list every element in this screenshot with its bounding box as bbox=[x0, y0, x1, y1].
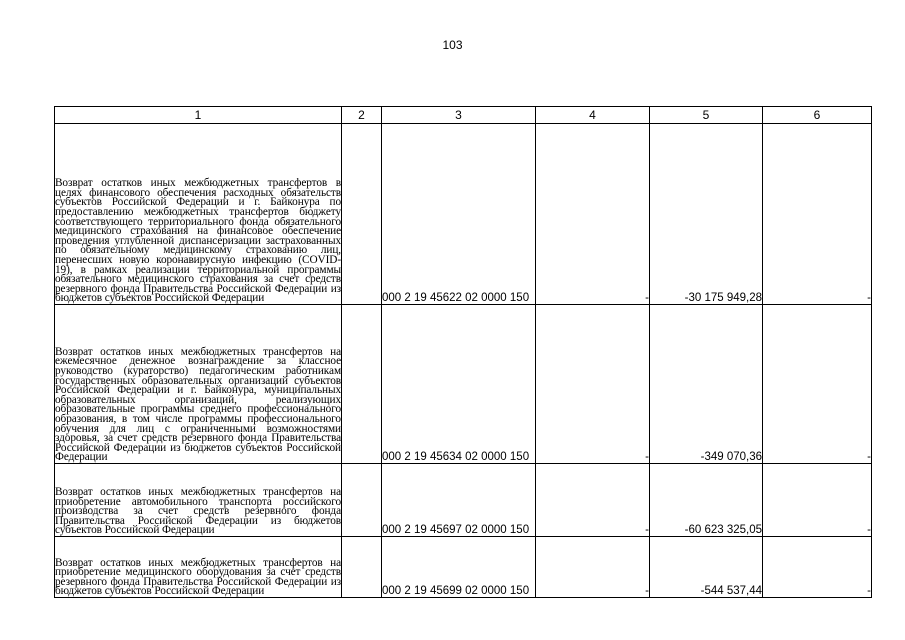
table-row bbox=[55, 537, 872, 598]
row-col4: - bbox=[536, 305, 650, 464]
row-description: Возврат остатков иных межбюджетных трансфертов в целях финансового обеспечения расходных обязательств субъектов Российской Федерации и г. Байконура по предоставлению межбюджетных трансфертов бюджету соответствующего территориального фонда обязательного медицинского страхования на финансовое обеспечение проведения углубленной диспансеризации застрахованных по обязательному медицинскому страхованию лиц, перенесших новую коронавирусную инфекцию (COVID-19), в рамках реализации территориальной программы обязательного медицинского страхования за счет средств резервного фонда Правительства Российской Федерации из бюджетов субъектов Российской Федерации bbox=[55, 124, 342, 305]
header-col-3: 3 bbox=[382, 107, 536, 124]
table-row bbox=[55, 305, 872, 464]
row-budget-code: 000 2 19 45622 02 0000 150 bbox=[382, 124, 536, 305]
row-budget-code: 000 2 19 45699 02 0000 150 bbox=[382, 537, 536, 598]
header-col-6: 6 bbox=[763, 107, 872, 124]
header-col-5: 5 bbox=[650, 107, 763, 124]
row-description: Возврат остатков иных межбюджетных трансфертов на приобретение медицинского оборудования за счет средств резервного фонда Правительства Российской Федерации из бюджетов субъектов Российской Федерации bbox=[55, 537, 342, 598]
row-budget-code: 000 2 19 45634 02 0000 150 bbox=[382, 305, 536, 464]
row-col4: - bbox=[536, 537, 650, 598]
row-amount: -30 175 949,28 bbox=[650, 124, 763, 305]
row-col6: - bbox=[763, 305, 872, 464]
row-budget-code: 000 2 19 45697 02 0000 150 bbox=[382, 464, 536, 537]
row-col4: - bbox=[536, 464, 650, 537]
row-col6: - bbox=[763, 537, 872, 598]
row-col6: - bbox=[763, 464, 872, 537]
page-number: 103 bbox=[442, 38, 463, 52]
row-description: Возврат остатков иных межбюджетных трансфертов на ежемесячное денежное вознаграждение за классное руководство (кураторство) педагогическим работникам государственных образовательных организаций субъектов Российской Федерации и г. Байконура, муниципальных образовательных организаций, реализующих образовательные программы среднего профессионального образования, в том числе программы профессионального обучения для лиц с ограниченными возможностями здоровья, за счет средств резервного фонда Правительства Российской Федерации из бюджетов субъектов Российской Федерации bbox=[55, 305, 342, 464]
row-col2 bbox=[342, 305, 382, 464]
row-col6: - bbox=[763, 124, 872, 305]
row-amount: -349 070,36 bbox=[650, 305, 763, 464]
row-col2 bbox=[342, 464, 382, 537]
table-row bbox=[55, 464, 872, 537]
budget-table bbox=[54, 106, 872, 598]
header-col-2: 2 bbox=[342, 107, 382, 124]
table-header-row bbox=[55, 107, 872, 124]
table-row bbox=[55, 124, 872, 305]
row-col4: - bbox=[536, 124, 650, 305]
row-amount: -60 623 325,05 bbox=[650, 464, 763, 537]
row-col2 bbox=[342, 124, 382, 305]
header-col-4: 4 bbox=[536, 107, 650, 124]
row-col2 bbox=[342, 537, 382, 598]
row-amount: -544 537,44 bbox=[650, 537, 763, 598]
header-col-1: 1 bbox=[55, 107, 342, 124]
row-description: Возврат остатков иных межбюджетных трансфертов на приобретение автомобильного транспорта российского производства за счет средств резервного фонда Правительства Российской Федерации из бюджетов субъектов Российской Федерации bbox=[55, 464, 342, 537]
